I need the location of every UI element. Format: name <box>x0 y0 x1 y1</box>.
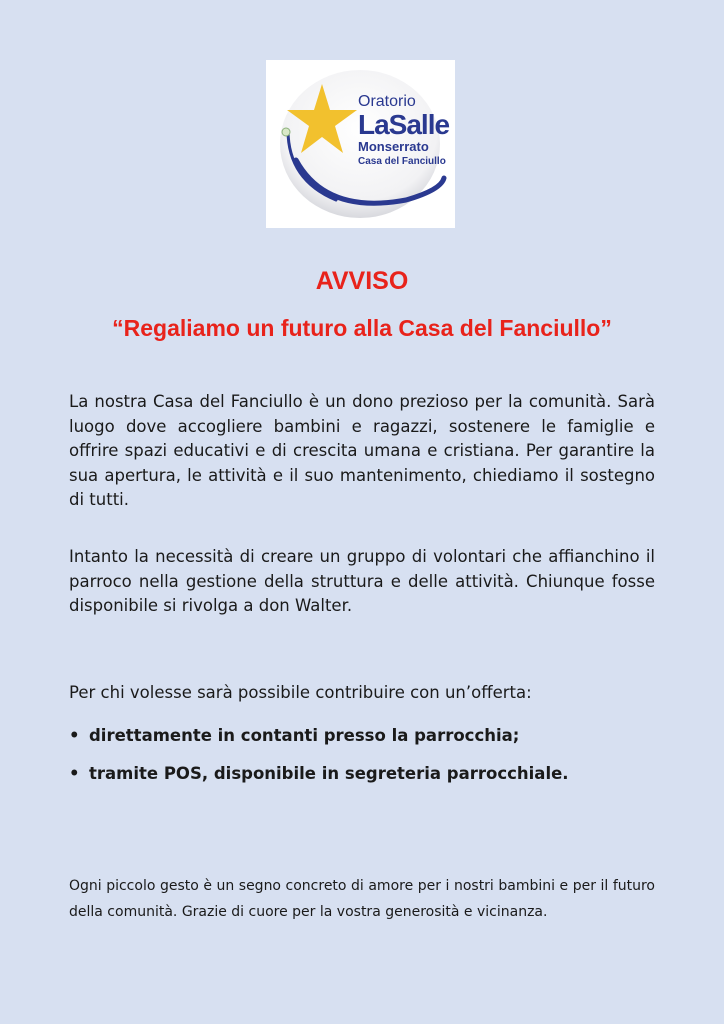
paragraph-volunteers: Intanto la necessità di creare un gruppo di volontari che affianchino il parroco nella gestione della struttura e delle attività. Chiunque fosse disponibile si rivolga a don Walter. <box>69 547 655 615</box>
logo-line-oratorio: Oratorio <box>358 93 416 110</box>
paragraph-donation: Per chi volesse sarà possibile contribuire con un’offerta: <box>69 683 532 702</box>
paragraph-closing: Ogni piccolo gesto è un segno concreto di amore per i nostri bambini e per il futuro della comunità. Grazie di cuore per la vostra generosità e vicinanza. <box>69 878 655 920</box>
logo-line-casa: Casa del Fanciullo <box>358 156 446 167</box>
bullet-marker: • <box>69 764 80 783</box>
paragraph-intro: La nostra Casa del Fanciullo è un dono prezioso per la comunità. Sarà luogo dove accogliere bambini e ragazzi, sostenere le famiglie e offrire spazi educativi e di crescita umana e cristiana. Per garantire la sua apertura, le attività e il suo mantenimento, chiediamo il sostegno di tutti. <box>69 392 655 509</box>
flower-icon <box>282 128 290 136</box>
bullet-marker: • <box>69 726 80 745</box>
logo-line-monserrato: Monserrato <box>358 139 429 154</box>
bullet-text-cash: direttamente in contanti presso la parrocchia; <box>89 726 520 745</box>
logo <box>266 60 455 228</box>
notice-title: AVVISO <box>315 267 409 295</box>
logo-line-lasalle: LaSalle <box>358 109 450 140</box>
notice-subtitle: “Regaliamo un futuro alla Casa del Fanciullo” <box>112 315 612 341</box>
list-item <box>69 762 669 786</box>
list-item <box>69 724 669 748</box>
bullet-text-pos: tramite POS, disponibile in segreteria parrocchiale. <box>89 764 569 783</box>
